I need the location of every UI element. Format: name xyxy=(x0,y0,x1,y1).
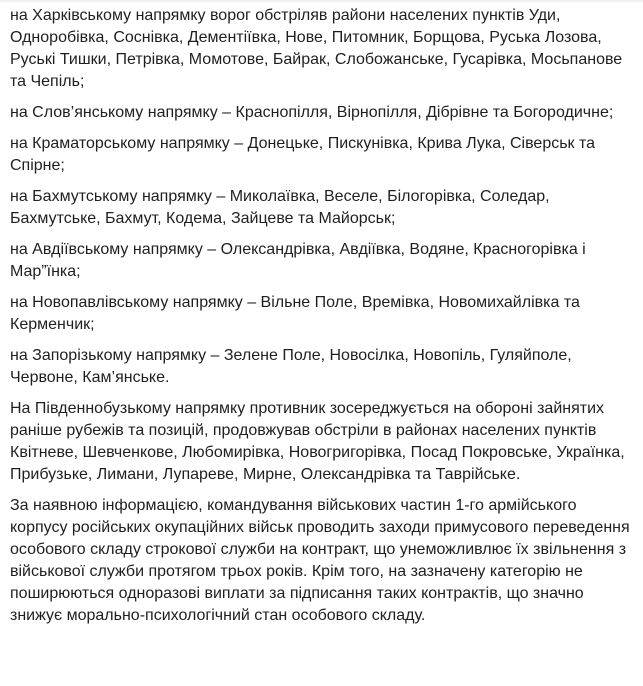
paragraph-pivdennobuzkyi-direction: На Південнобузькому напрямку противник зосереджується на обороні зайнятих раніше рубежів та позицій, продовжував обстріли в районах населених пунктів Квітневе, Шевченкове, Любомирівка, Новогригорівка, Посад Покровське, Українка, Прибузьке, Лимани, Лупареве, Мирне, Олександрівка та Таврійське. xyxy=(10,400,625,483)
paragraph-bakhmut-direction: на Бахмутському напрямку – Миколаївка, Веселе, Білогорівка, Соледар, Бахмутське, Бахмут, Кодема, Зайцеве та Майорськ; xyxy=(10,188,550,227)
paragraph-kharkiv-direction: на Харківському напрямку ворог обстріляв райони населених пунктів Уди, Одноробівка, Соснівка, Дементіївка, Нове, Питомник, Борщова, Руська Лозова, Руські Тишки, Петрівка, Момотове, Байрак, Слобожанське, Гусарівка, Мосьпанове та Чепіль; xyxy=(10,7,623,90)
top-edge-divider xyxy=(0,0,643,2)
paragraph-kramatorsk-direction: на Краматорському напрямку – Донецьке, Пискунівка, Крива Лука, Сіверськ та Спірне; xyxy=(10,135,596,174)
paragraph-novopavlivka-direction: на Новопавлівському напрямку – Вільне Поле, Времівка, Новомихайлівка та Керменчик; xyxy=(10,294,580,333)
paragraph-zaporizhzhia-direction: на Запорізькому напрямку – Зелене Поле, Новосілка, Новопіль, Гуляйполе, Червоне, Кам’янське. xyxy=(10,347,572,386)
paragraph-avdiivka-direction: на Авдіївському напрямку – Олександрівка, Авдіївка, Водяне, Красногорівка і Мар”їнка; xyxy=(10,241,586,280)
paragraph-sloviansk-direction: на Слов’янському напрямку – Краснопілля, Вірнопілля, Дібрівне та Богородичне; xyxy=(10,104,614,121)
paragraph-contract-coercion-info: За наявною інформацією, командування військових частин 1-го армійського корпусу російських окупаційних військ проводить заходи примусового переведення особового складу строкової служби на контракт, що унеможливлює їх звільнення з військової служби протягом трьох років. Крім того, на зазначену категорію не поширюються одноразові виплати за підписання таких контрактів, що значно знижує морально-психологічний стан особового складу. xyxy=(10,497,630,624)
